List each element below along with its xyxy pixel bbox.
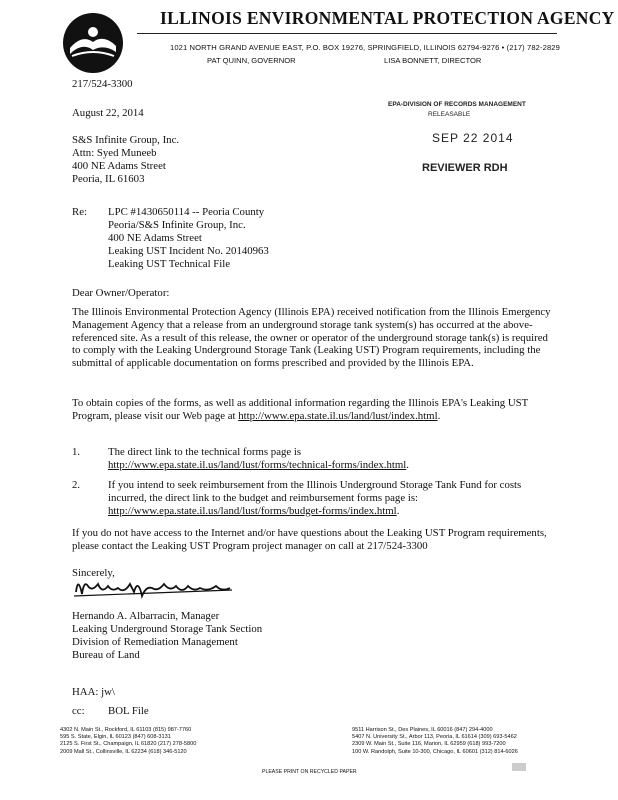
signature-block [72,610,262,662]
cc-value: BOL File [108,705,149,717]
footer-offices-right [352,727,518,756]
re-line: LPC #1430650114 -- Peoria County [108,206,265,218]
technical-forms-link[interactable]: http://www.epa.state.il.us/land/lust/forms/technical-forms/index.html [108,458,407,471]
recycled-paper-note: PLEASE PRINT ON RECYCLED PAPER [262,769,357,775]
re-line: Leaking UST Technical File [108,258,231,270]
cc-label: cc: [72,705,85,717]
list-item-text: If you intend to seek reimbursement from the Illinois Underground Storage Tank Fund for costs incurred, the direct link to the budget and reimbursement forms page is: [108,479,522,504]
recipient-line: Peoria, IL 61603 [72,173,145,185]
signer-line: Hernando A. Albarracin, Manager [72,610,220,622]
re-block [108,206,269,271]
list-item-1: The direct link to the technical forms page is http://www.epa.state.il.us/land/lust/forms/technical-forms/index.html. [108,446,409,471]
letter-date: August 22, 2014 [72,107,144,119]
lust-index-link[interactable]: http://www.epa.state.il.us/land/lust/index.html [238,409,438,422]
agency-name: ILLINOIS ENVIRONMENTAL PROTECTION AGENCY [160,8,615,28]
paragraph-text: If you do not have access to the Internet and/or have questions about the Leaking UST Program requirements, please contact the Leaking UST Program project manager on call at 217/524-3300 [72,527,547,552]
recipient-line: S&S Infinite Group, Inc. [72,134,180,146]
office-address: 9511 Harrison St., Des Plaines, IL 60016 (847) 294-4000 [352,727,493,733]
list-item-2: If you intend to seek reimbursement from the Illinois Underground Storage Tank Fund for costs incurred, the direct link to the budget and reimbursement forms page is: http://www.epa.state.il.us/land/lust/forms/budget-forms/index.html. [108,479,522,517]
agency-address: 1021 NORTH GRAND AVENUE EAST, P.O. BOX 19276, SPRINGFIELD, ILLINOIS 62794-9276 • (217) 782-2829 [170,43,560,52]
re-line: 400 NE Adams Street [108,232,202,244]
office-address: 100 W. Randolph, Suite 10-300, Chicago, IL 60601 (312) 814-6026 [352,748,518,755]
reviewer-stamp: REVIEWER RDH [422,162,508,174]
closing: Sincerely, [72,567,115,579]
phone-number: 217/524-3300 [72,78,133,90]
body-paragraph-1 [72,306,552,370]
recipient-line: Attn: Syed Muneeb [72,147,157,159]
office-address: 2309 W. Main St., Suite 116, Marion, IL 62959 (618) 993-7200 [352,741,506,748]
signer-line: Leaking Underground Storage Tank Section [72,623,263,635]
paragraph-text: To obtain copies of the forms, as well as additional information regarding the Illinois EPA's Leaking UST Program, please visit our Web page at [72,397,529,422]
office-address: 4302 N. Main St., Rockford, IL 61103 (815) 987-7760 [60,727,192,733]
re-line: Leaking UST Incident No. 20140963 [108,245,269,257]
received-date-stamp: SEP 22 2014 [432,131,514,145]
letterhead-divider [137,33,557,34]
recipient-address [72,134,179,186]
office-address: 2009 Mall St., Collinsville, IL 62234 (618) 346-5120 [60,748,187,755]
body-paragraph-3 [72,527,552,553]
records-stamp-line2: RELEASABLE [428,111,471,118]
governor-name: PAT QUINN, GOVERNOR [207,56,296,65]
salutation: Dear Owner/Operator: [72,287,170,299]
re-line: Peoria/S&S Infinite Group, Inc. [108,219,246,231]
list-number: 1. [72,446,81,458]
list-number: 2. [72,479,81,491]
budget-forms-link[interactable]: http://www.epa.state.il.us/land/lust/forms/budget-forms/index.html [108,504,397,517]
body-paragraph-2: To obtain copies of the forms, as well as additional information regarding the Illinois EPA's Leaking UST Program, please visit our Web page at http://www.epa.state.il.us/land/lust/index.html. [72,397,529,422]
signer-line: Division of Remediation Management [72,636,238,648]
illinois-epa-logo [62,12,124,74]
signer-line: Bureau of Land [72,649,140,661]
office-address: 2125 S. First St., Champaign, IL 61820 (217) 278-5800 [60,741,197,748]
office-address: 595 S. State, Elgin, IL 60123 (847) 608-3131 [60,734,171,741]
list-item-text: The direct link to the technical forms page is [108,446,302,458]
handwritten-signature [72,572,242,602]
scan-mark [512,763,526,771]
typist-initials: HAA: jw\ [72,686,115,698]
director-name: LISA BONNETT, DIRECTOR [384,56,482,65]
recipient-line: 400 NE Adams Street [72,160,166,172]
records-stamp-line1: EPA-DIVISION OF RECORDS MANAGEMENT [388,101,526,108]
footer-offices-left [60,727,196,756]
paragraph-text: The Illinois Environmental Protection Agency (Illinois EPA) received notification from the Illinois Emergency Management Agency that a release from an underground storage tank system(s) has occurred at the above-referenced site. As a result of this release, the owner or operator of the underground storage tank(s) is required to comply with the Leaking Underground Storage Tank (Leaking UST) Program requirements, including the submittal of applicable documentation on forms prescribed and provided by the Illinois EPA. [72,306,551,370]
re-label: Re: [72,206,87,218]
office-address: 5407 N. University St., Arbor 113, Peoria, IL 61614 (309) 693-5462 [352,734,517,741]
